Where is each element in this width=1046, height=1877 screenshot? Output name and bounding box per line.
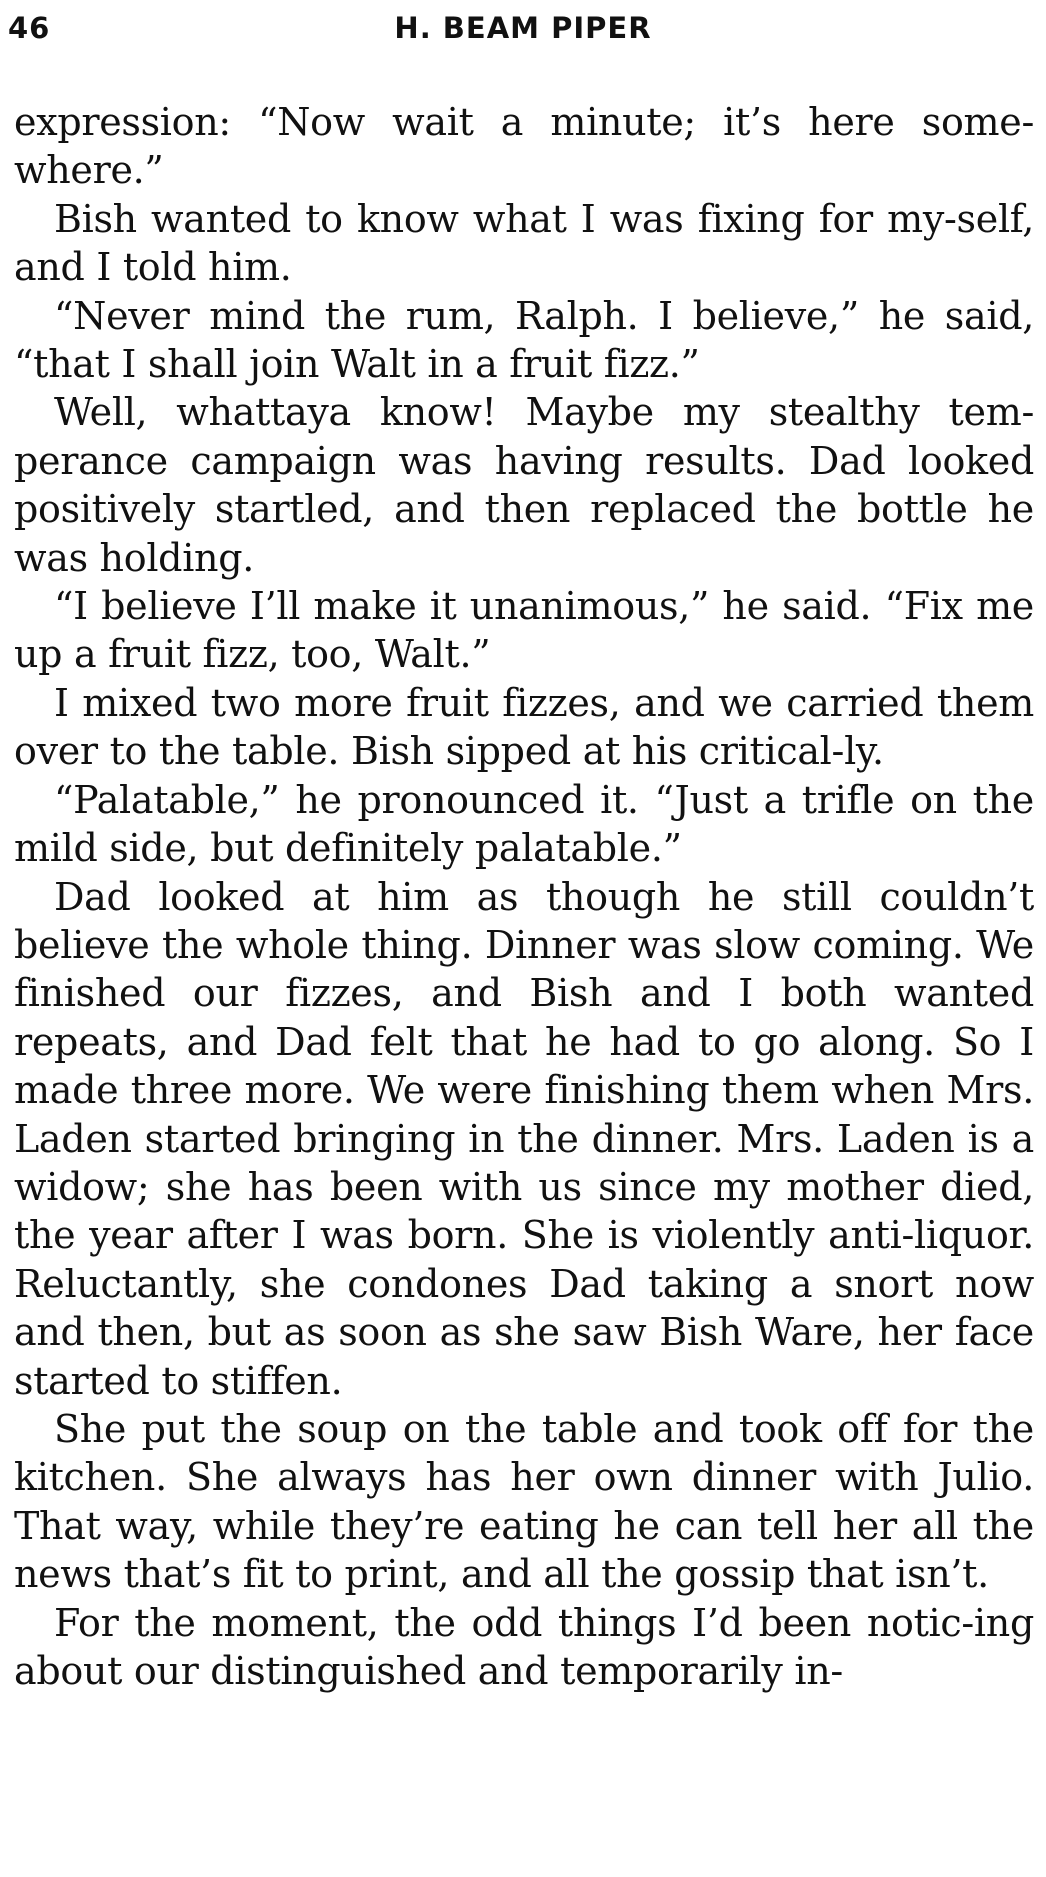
running-head [8,8,1038,48]
paragraph: “I believe I’ll make it unanimous,” he said. “Fix me up a fruit fizz, too, Walt.” [14,584,1034,677]
paragraph: She put the soup on the table and took off for the kitchen. She always has her own dinner with Julio. That way, while they’re eating he can tell her all the news that’s fit to print, and all the gossip that isn’t. [14,1406,1034,1597]
paragraph: Well, whattaya know! Maybe my stealthy tem-perance campaign was having results. Dad looked positively startled, and then replaced the bottle he was holding. [14,390,1034,580]
paragraph: For the moment, the odd things I’d been notic-ing about our distinguished and temporarily in- [14,1600,1034,1693]
running-title: H. BEAM PIPER [394,11,652,45]
paragraph: expression: “Now wait a minute; it’s here some-where.” [14,100,1034,193]
paragraph: Dad looked at him as though he still couldn’t believe the whole thing. Dinner was slow coming. We finished our fizzes, and Bish and I both wanted repeats, and Dad felt that he had to go along. So I made three more. We were finishing them when Mrs. Laden started bringing in the dinner. Mrs. Laden is a widow; she has been with us since my mother died, the year after I was born. She is violently anti-liquor. Reluctantly, she condones Dad taking a snort now and then, but as soon as she saw Bish Ware, her face started to stiffen. [14,874,1034,1403]
body-text [14,98,1034,1695]
paragraph: “Palatable,” he pronounced it. “Just a trifle on the mild side, but definitely palatable.” [14,777,1034,871]
page-number: 46 [8,11,51,45]
paragraph: “Never mind the rum, Ralph. I believe,” he said, “that I shall join Walt in a fruit fizz.” [14,293,1034,387]
paragraph: I mixed two more fruit fizzes, and we carried them over to the table. Bish sipped at his critical-ly. [14,680,1034,774]
paragraph: Bish wanted to know what I was fixing for my-self, and I told him. [14,196,1034,290]
